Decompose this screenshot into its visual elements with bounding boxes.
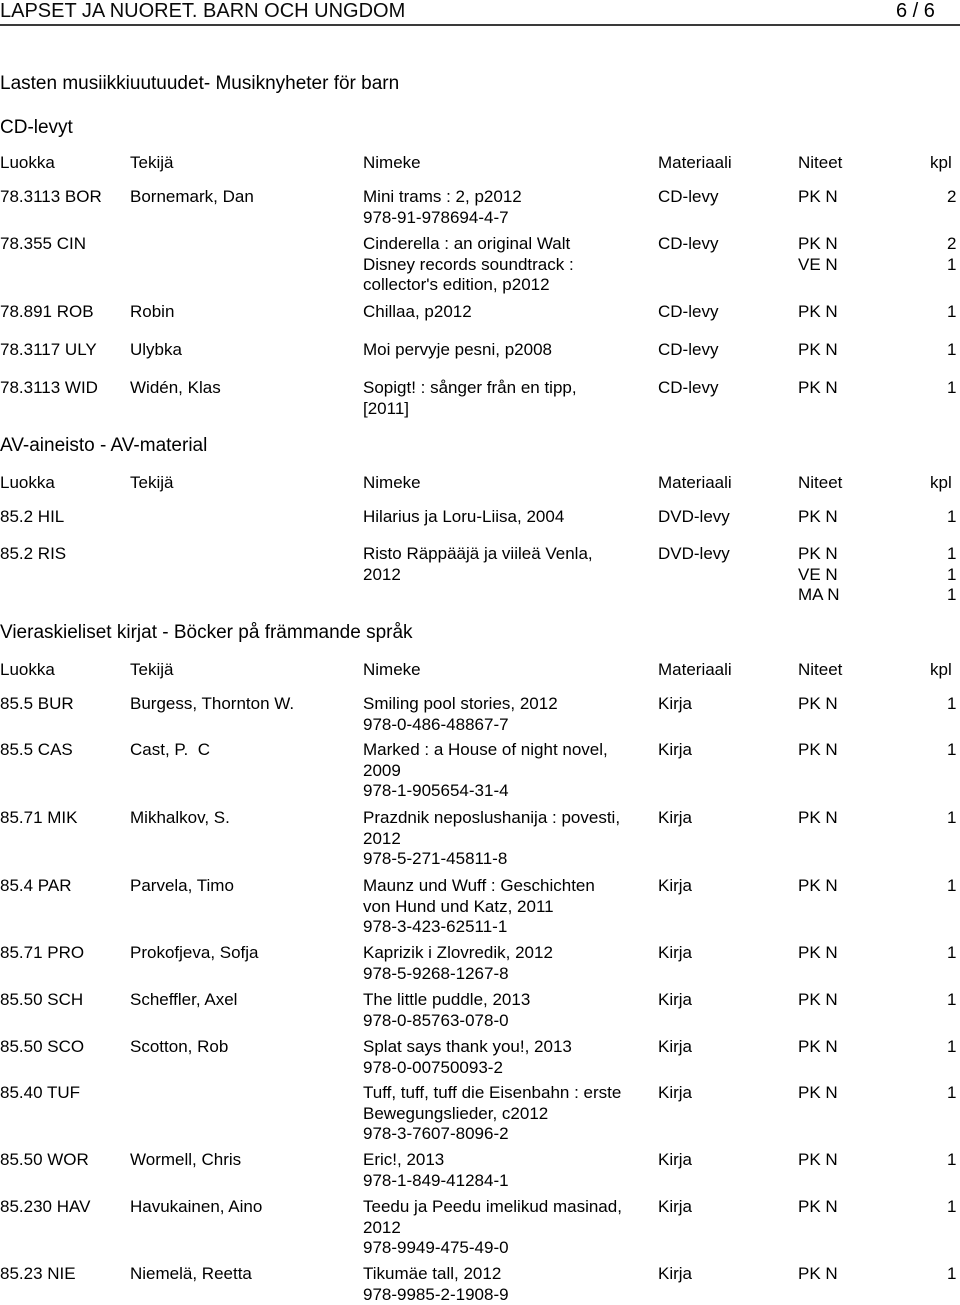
row-luokka: 85.2 HIL bbox=[0, 507, 65, 526]
row-tekija: Parvela, Timo bbox=[130, 876, 234, 895]
row-nimeke: Cinderella : an original Walt Disney records soundtrack : collector's edition, p2012 bbox=[363, 234, 574, 294]
section-title: Lasten musiikkiuutuudet- Musiknyheter för barn bbox=[0, 73, 400, 94]
row-materiaali: CD-levy bbox=[658, 302, 719, 321]
row-kpl: 1 bbox=[947, 1150, 957, 1169]
row-materiaali: Kirja bbox=[658, 1150, 693, 1169]
col-materiaali: Materiaali bbox=[658, 153, 732, 172]
row-niteet: PK N bbox=[798, 694, 838, 713]
row-kpl: 1 bbox=[947, 694, 957, 713]
row-kpl: 1 bbox=[947, 507, 957, 526]
row-tekija: Ulybka bbox=[130, 340, 182, 359]
row-luokka: 85.71 PRO bbox=[0, 943, 85, 962]
col-tekija: Tekijä bbox=[130, 660, 174, 679]
row-kpl: 1 bbox=[947, 876, 957, 895]
row-niteet: PK N bbox=[798, 1197, 838, 1216]
row-tekija: Robin bbox=[130, 302, 175, 321]
row-tekija: Bornemark, Dan bbox=[130, 187, 254, 206]
row-kpl: 2 1 bbox=[947, 234, 957, 274]
row-tekija: Cast, P. C bbox=[130, 740, 210, 759]
row-niteet: PK N VE N MA N bbox=[798, 544, 840, 604]
row-niteet: PK N bbox=[798, 740, 838, 759]
row-niteet: PK N bbox=[798, 1037, 838, 1056]
row-nimeke: Tikumäe tall, 2012 978-9985-2-1908-9 bbox=[363, 1264, 509, 1304]
col-niteet: Niteet bbox=[798, 153, 843, 172]
row-niteet: PK N VE N bbox=[798, 234, 838, 274]
col-kpl: kpl bbox=[930, 153, 952, 172]
row-luokka: 78.891 ROB bbox=[0, 302, 94, 321]
col-nimeke: Nimeke bbox=[363, 473, 421, 492]
row-materiaali: Kirja bbox=[658, 1264, 693, 1283]
row-kpl: 1 bbox=[947, 808, 957, 827]
row-nimeke: Hilarius ja Loru-Liisa, 2004 bbox=[363, 507, 565, 526]
row-materiaali: Kirja bbox=[658, 1083, 693, 1102]
row-materiaali: Kirja bbox=[658, 943, 693, 962]
col-niteet: Niteet bbox=[798, 473, 843, 492]
col-kpl: kpl bbox=[930, 473, 952, 492]
row-tekija: Havukainen, Aino bbox=[130, 1197, 263, 1216]
row-nimeke: Maunz und Wuff : Geschichten von Hund und Katz, 2011 978-3-423-62511-1 bbox=[363, 876, 595, 936]
row-materiaali: Kirja bbox=[658, 990, 693, 1009]
row-luokka: 85.50 WOR bbox=[0, 1150, 89, 1169]
row-materiaali: Kirja bbox=[658, 876, 693, 895]
col-nimeke: Nimeke bbox=[363, 153, 421, 172]
header-title: LAPSET JA NUORET. BARN OCH UNGDOM bbox=[0, 0, 406, 22]
row-materiaali: Kirja bbox=[658, 808, 693, 827]
row-kpl: 1 bbox=[947, 740, 957, 759]
row-niteet: PK N bbox=[798, 1150, 838, 1169]
row-luokka: 85.50 SCO bbox=[0, 1037, 85, 1056]
row-luokka: 78.3113 BOR bbox=[0, 187, 102, 206]
row-niteet: PK N bbox=[798, 876, 838, 895]
row-kpl: 1 bbox=[947, 943, 957, 962]
row-luokka: 85.2 RIS bbox=[0, 544, 67, 563]
row-luokka: 85.5 BUR bbox=[0, 694, 74, 713]
row-kpl: 1 1 1 bbox=[947, 544, 957, 604]
row-tekija: Prokofjeva, Sofja bbox=[130, 943, 259, 962]
row-kpl: 2 bbox=[947, 187, 957, 206]
row-nimeke: Prazdnik neposlushanija : povesti, 2012 978-5-271-45811-8 bbox=[363, 808, 621, 868]
row-niteet: PK N bbox=[798, 302, 838, 321]
row-kpl: 1 bbox=[947, 1083, 957, 1102]
row-materiaali: DVD-levy bbox=[658, 507, 730, 526]
row-nimeke: The little puddle, 2013 978-0-85763-078-0 bbox=[363, 990, 531, 1030]
col-luokka: Luokka bbox=[0, 473, 55, 492]
row-niteet: PK N bbox=[798, 808, 838, 827]
row-nimeke: Moi pervyje pesni, p2008 bbox=[363, 340, 553, 359]
row-luokka: 78.355 CIN bbox=[0, 234, 86, 253]
row-luokka: 85.230 HAV bbox=[0, 1197, 91, 1216]
row-niteet: PK N bbox=[798, 378, 838, 397]
row-kpl: 1 bbox=[947, 1037, 957, 1056]
row-nimeke: Tuff, tuff, tuff die Eisenbahn : erste Bewegungslieder, c2012 978-3-7607-8096-2 bbox=[363, 1083, 622, 1143]
row-nimeke: Smiling pool stories, 2012 978-0-486-48867-7 bbox=[363, 694, 558, 734]
row-kpl: 1 bbox=[947, 340, 957, 359]
header-divider bbox=[0, 24, 960, 26]
page-number: 6 / 6 bbox=[896, 0, 935, 22]
row-luokka: 78.3113 WID bbox=[0, 378, 98, 397]
row-niteet: PK N bbox=[798, 990, 838, 1009]
row-niteet: PK N bbox=[798, 187, 838, 206]
row-tekija: Mikhalkov, S. bbox=[130, 808, 230, 827]
row-materiaali: CD-levy bbox=[658, 340, 719, 359]
row-kpl: 1 bbox=[947, 990, 957, 1009]
row-kpl: 1 bbox=[947, 1197, 957, 1216]
row-materiaali: DVD-levy bbox=[658, 544, 730, 563]
col-kpl: kpl bbox=[930, 660, 952, 679]
row-nimeke: Splat says thank you!, 2013 978-0-00750093-2 bbox=[363, 1037, 572, 1077]
section-heading-av: AV-aineisto - AV-material bbox=[0, 435, 208, 456]
row-nimeke: Sopigt! : sånger från en tipp, [2011] bbox=[363, 378, 577, 418]
row-kpl: 1 bbox=[947, 1264, 957, 1283]
row-kpl: 1 bbox=[947, 302, 957, 321]
col-materiaali: Materiaali bbox=[658, 473, 732, 492]
col-materiaali: Materiaali bbox=[658, 660, 732, 679]
row-luokka: 85.4 PAR bbox=[0, 876, 72, 895]
row-tekija: Scotton, Rob bbox=[130, 1037, 229, 1056]
row-niteet: PK N bbox=[798, 507, 838, 526]
row-tekija: Burgess, Thornton W. bbox=[130, 694, 295, 713]
row-nimeke: Marked : a House of night novel, 2009 978-1-905654-31-4 bbox=[363, 740, 608, 800]
col-luokka: Luokka bbox=[0, 153, 55, 172]
section-heading-books: Vieraskieliset kirjat - Böcker på främmande språk bbox=[0, 622, 413, 643]
row-materiaali: Kirja bbox=[658, 1037, 693, 1056]
row-nimeke: Kaprizik i Zlovredik, 2012 978-5-9268-1267-8 bbox=[363, 943, 553, 983]
row-niteet: PK N bbox=[798, 340, 838, 359]
row-materiaali: Kirja bbox=[658, 1197, 693, 1216]
row-luokka: 85.50 SCH bbox=[0, 990, 84, 1009]
row-luokka: 85.5 CAS bbox=[0, 740, 73, 759]
row-niteet: PK N bbox=[798, 1264, 838, 1283]
row-materiaali: CD-levy bbox=[658, 378, 719, 397]
row-materiaali: Kirja bbox=[658, 740, 693, 759]
row-luokka: 85.23 NIE bbox=[0, 1264, 76, 1283]
row-materiaali: CD-levy bbox=[658, 187, 719, 206]
row-nimeke: Chillaa, p2012 bbox=[363, 302, 472, 321]
row-materiaali: Kirja bbox=[658, 694, 693, 713]
row-tekija: Scheffler, Axel bbox=[130, 990, 238, 1009]
row-niteet: PK N bbox=[798, 943, 838, 962]
col-tekija: Tekijä bbox=[130, 473, 174, 492]
row-nimeke: Teedu ja Peedu imelikud masinad, 2012 978-9949-475-49-0 bbox=[363, 1197, 622, 1257]
col-luokka: Luokka bbox=[0, 660, 55, 679]
row-luokka: 78.3117 ULY bbox=[0, 340, 97, 359]
row-luokka: 85.71 MIK bbox=[0, 808, 78, 827]
row-tekija: Niemelä, Reetta bbox=[130, 1264, 252, 1283]
col-tekija: Tekijä bbox=[130, 153, 174, 172]
row-kpl: 1 bbox=[947, 378, 957, 397]
section-heading-cd: CD-levyt bbox=[0, 117, 73, 138]
row-nimeke: Risto Räppääjä ja viileä Venla, 2012 bbox=[363, 544, 593, 584]
row-nimeke: Mini trams : 2, p2012 978-91-978694-4-7 bbox=[363, 187, 522, 227]
row-materiaali: CD-levy bbox=[658, 234, 719, 253]
row-tekija: Wormell, Chris bbox=[130, 1150, 242, 1169]
row-nimeke: Eric!, 2013 978-1-849-41284-1 bbox=[363, 1150, 509, 1190]
row-tekija: Widén, Klas bbox=[130, 378, 221, 397]
row-luokka: 85.40 TUF bbox=[0, 1083, 81, 1102]
row-niteet: PK N bbox=[798, 1083, 838, 1102]
col-niteet: Niteet bbox=[798, 660, 843, 679]
col-nimeke: Nimeke bbox=[363, 660, 421, 679]
